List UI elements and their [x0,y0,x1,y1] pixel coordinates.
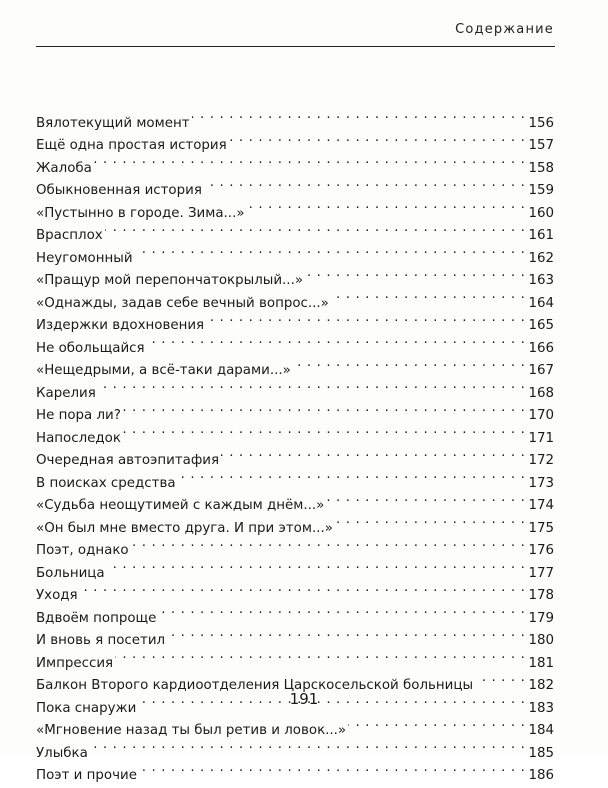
toc-dot-leader [206,307,525,330]
toc-entry-title: Вдвоём попроще [36,610,157,626]
toc-dot-leader [123,419,526,442]
toc-entry [36,374,554,401]
toc-entry-page: 156 [528,115,554,131]
toc-entry-page: 174 [528,498,554,513]
toc-entry-page: 157 [528,138,554,153]
toc-dot-leader [229,127,526,150]
toc-entry-page: 170 [528,408,554,423]
toc-entry [36,599,554,626]
toc-dot-leader [326,487,525,510]
toc-entry-title: Издержки вдохновения [36,318,205,333]
toc-dot-leader [247,194,526,217]
toc-dot-leader [90,734,526,757]
toc-entry-title: «Однажды, задав себе вечный вопрос...» [36,295,329,311]
toc-entry-title: Пока снаружи [36,700,137,716]
toc-entry-title: В поисках средства [36,475,176,491]
toc-entry-page: 173 [528,475,554,491]
toc-entry-title: «Нещедрыми, а всё-таки дарами...» [36,363,291,378]
toc-dot-leader [158,599,525,622]
toc-dot-leader [98,374,526,397]
toc-entry-title: Поэт, однако [36,543,129,558]
toc-entry-title: «Судьба неощутимей с каждым днём...» [36,498,325,513]
toc-entry-title: «Он был мне вместо друга. И при этом...» [36,520,333,536]
toc-dot-leader [475,667,525,690]
toc-dot-leader [167,622,525,645]
toc-dot-leader [305,262,525,285]
toc-entry-page: 181 [528,655,554,671]
running-head: Содержание [455,22,554,37]
page-number: 191 [289,690,319,708]
toc-entry-title: Неугомонный [36,250,133,266]
toc-entry-title: Больница [36,565,105,581]
toc-entry-page: 177 [528,565,554,581]
toc-entry [36,734,554,761]
toc-dot-leader [331,284,526,307]
toc-entry-page: 165 [528,318,554,333]
toc-entry [36,239,554,266]
toc-entry-page: 175 [528,520,554,536]
toc-entry-title: «Мгновение назад ты был ретив и ловок...» [36,723,347,738]
toc-entry-title: Балкон Второго кардиоотделения Царскосельской больницы [36,678,474,693]
toc-entry [36,554,554,581]
toc-entry [36,149,554,176]
toc-entry-title: Врасплох [36,228,103,243]
toc-entry-title: Уходя [36,588,78,603]
toc-entry-page: 184 [528,723,554,738]
toc-entry-page: 182 [528,678,554,693]
toc-dot-leader [204,172,526,195]
toc-entry [36,172,554,198]
toc-entry-page: 161 [528,228,554,243]
toc-entry-page: 186 [528,768,554,783]
toc-entry-title: Ещё одна простая история [36,138,227,153]
toc-entry-title: Жалоба [36,160,92,176]
toc-entry-title: Не пора ли? [36,408,121,423]
toc-dot-leader [107,554,526,577]
toc-entry-page: 162 [528,250,554,266]
toc-entry-title: Напоследок [36,430,121,446]
toc-dot-leader [335,509,526,532]
toc-entry-title: Карелия [36,385,96,401]
toc-entry [36,217,554,243]
toc-entry-title: Очередная автоэпитафия [36,453,220,468]
toc-dot-leader [192,104,526,127]
toc-dot-leader [80,577,526,600]
toc-entry-page: 185 [528,745,554,761]
toc-entry-title: И вновь я посетил [36,633,166,648]
toc-entry-title: Вялотекущий момент [36,115,190,131]
toc-dot-leader [123,397,526,420]
toc-dot-leader [147,329,526,352]
toc-entry-page: 168 [528,385,554,401]
toc-entry-page: 176 [528,543,554,558]
toc-entry-page: 160 [528,205,554,221]
toc-dot-leader [178,464,526,487]
toc-dot-leader [139,757,526,780]
toc-entry-title: Улыбка [36,745,88,761]
table-of-contents [36,104,554,783]
toc-entry [36,104,554,131]
toc-entry [36,577,554,603]
toc-dot-leader [221,442,525,465]
toc-entry-page: 179 [528,610,554,626]
toc-entry [36,757,554,783]
toc-entry-title: Не обольщайся [36,340,145,356]
toc-entry-page: 178 [528,588,554,603]
toc-entry-page: 172 [528,453,554,468]
toc-entry-title: Обыкновенная история [36,183,202,198]
toc-entry-page: 180 [528,633,554,648]
toc-entry-title: «Пращур мой перепончатокрылый...» [36,273,304,288]
toc-entry-page: 167 [528,363,554,378]
toc-entry-title: Импрессия [36,655,114,671]
toc-dot-leader [348,712,525,735]
toc-entry-page: 158 [528,160,554,176]
toc-entry-page: 166 [528,340,554,356]
toc-entry-page: 164 [528,295,554,311]
toc-dot-leader [105,217,526,240]
header-rule [36,46,555,47]
toc-entry [36,397,554,423]
toc-dot-leader [94,149,526,172]
toc-entry-page: 183 [528,700,554,716]
toc-dot-leader [131,532,526,555]
toc-entry-title: Поэт и прочие [36,768,137,783]
toc-entry-page: 171 [528,430,554,446]
toc-dot-leader [135,239,526,262]
toc-entry-page: 159 [528,183,554,198]
toc-entry-title: «Пустынно в городе. Зима...» [36,205,245,221]
toc-entry-page: 163 [528,273,554,288]
toc-dot-leader [115,644,525,667]
toc-dot-leader [293,352,526,375]
